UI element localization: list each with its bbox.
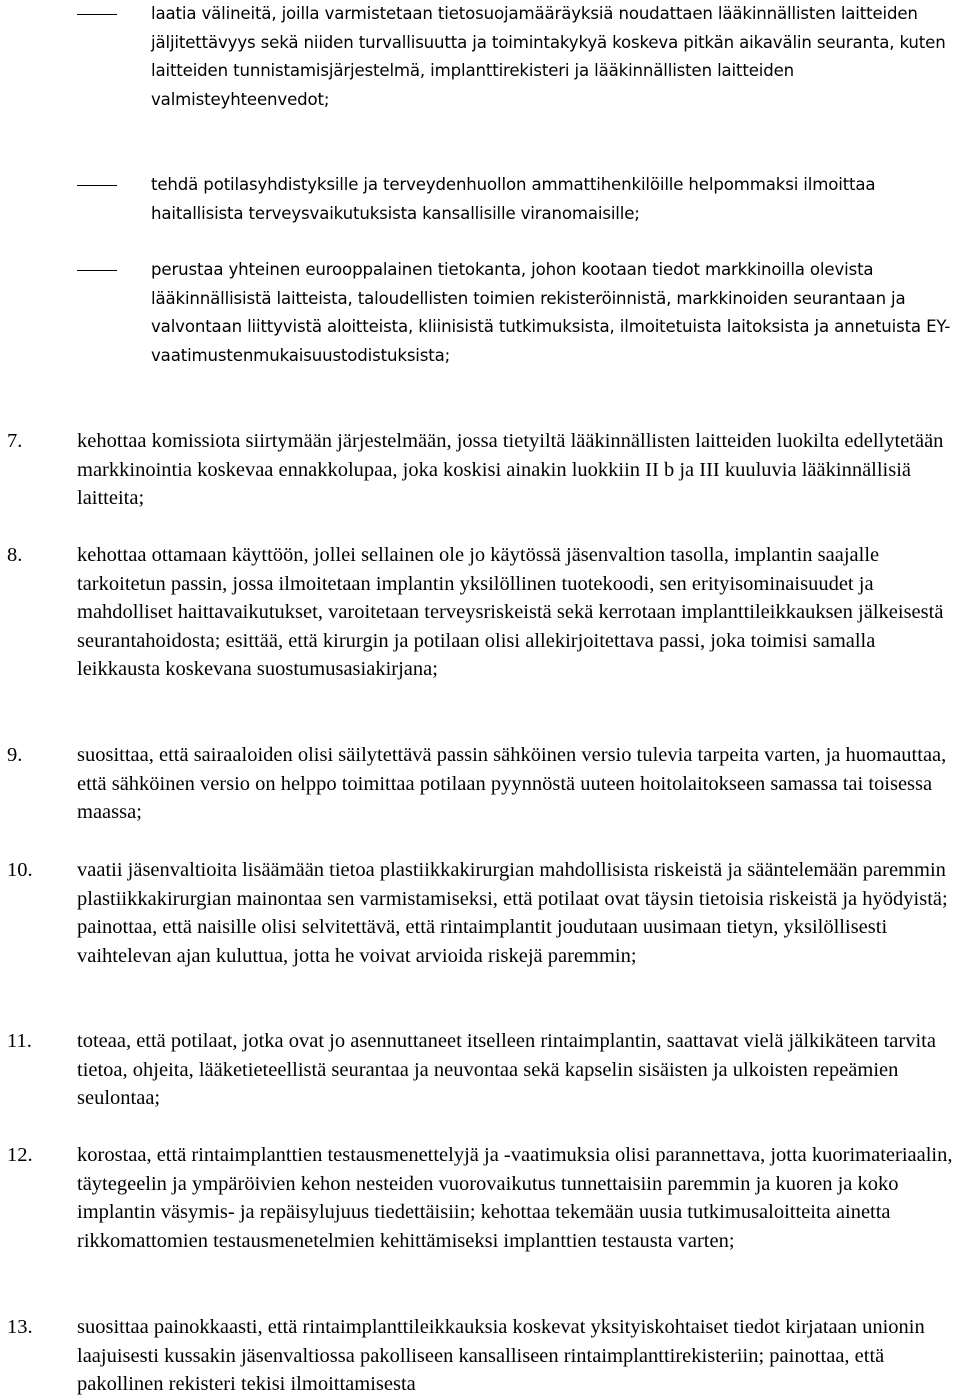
paragraph-number: 11. <box>7 1030 32 1052</box>
dash-bullet-icon <box>77 270 117 271</box>
paragraph-text: suosittaa painokkaasti, että rintaimplanttileikkauksia koskevat yksityiskohtaiset tiedot kirjataan unionin laajuisesti kussakin jäsenvaltiossa pakolliseen kansalliseen rintaimplanttirekisteriin; painottaa, että pakollinen rekisteri tekisi ilmoittamisesta <box>77 1316 925 1396</box>
paragraph-number: 13. <box>7 1316 33 1338</box>
paragraph-number: 12. <box>7 1144 33 1166</box>
paragraph-text: korostaa, että rintaimplanttien testausmenettelyjä ja -vaatimuksia olisi parannettava, jotta kuorimateriaalin, täytegeelin ja ympäröivien kehon nesteiden vuorovaikutus tunnettaisiin paremmin ja kuoren ja koko implantin väsymis- ja repäisylujuus tiedettäisiin; kehottaa tekemään uusia tutkimusaloitteita ainetta rikkomattomien testausmenetelmien kehittämiseksi implanttien testausta varten; <box>77 1144 953 1252</box>
paragraph-text: suosittaa, että sairaaloiden olisi säilytettävä passin sähköinen versio tulevia tarpeita varten, ja huomauttaa, että sähköinen versio on helppo toimittaa potilaan pyynnöstä uuteen hoitolaitokseen samassa tai toisessa maassa; <box>77 744 947 824</box>
dash-bullet-icon <box>77 185 117 186</box>
paragraph-text: kehottaa komissiota siirtymään järjestelmään, jossa tietyiltä lääkinnällisten laitteiden luokilta edellytetään markkinointia koskevaa ennakkolupaa, joka koskisi ainakin luokkiin II b ja III kuuluvia lääkinnällisiä laitteita; <box>77 430 944 510</box>
paragraph-text: kehottaa ottamaan käyttöön, jollei sellainen ole jo käytössä jäsenvaltion tasolla, implantin saajalle tarkoitetun passin, jossa ilmoitetaan implantin yksilöllinen tuotekoodi, sen erityisominaisuudet ja mahdolliset haittavaikutukset, varoitetaan terveysriskeistä sekä kerrotaan implanttileikkauksen jälkeisestä seurantahoidosta; esittää, että kirurgin ja potilaan olisi allekirjoitettava passi, joka toimisi samalla leikkausta koskevana suostumusasiakirjana; <box>77 544 944 681</box>
dash-item-text: perustaa yhteinen eurooppalainen tietokanta, johon kootaan tiedot markkinoilla olevista lääkinnällisistä laitteista, taloudellisten toimien rekisteröinnistä, markkinoiden seurantaan ja valvontaan liittyvistä aloitteista, kliinisistä tutkimuksista, ilmoitetuista laitoksista ja annetuista EY-vaatimustenmukaisuustodistuksista; <box>151 260 951 365</box>
paragraph-number: 10. <box>7 859 33 881</box>
paragraph-number: 8. <box>7 544 23 566</box>
dash-item-text: tehdä potilasyhdistyksille ja terveydenhuollon ammattihenkilöille helpommaksi ilmoittaa haitallisista terveysvaikutuksista kansallisille viranomaisille; <box>151 175 876 223</box>
dash-bullet-icon <box>77 14 117 15</box>
paragraph-number: 7. <box>7 430 23 452</box>
paragraph-number: 9. <box>7 744 23 766</box>
dash-item-text: laatia välineitä, joilla varmistetaan tietosuojamääräyksiä noudattaen lääkinnällisten laitteiden jäljitettävyys sekä niiden turvallisuutta ja toimintakykyä koskeva pitkän aikavälin seuranta, kuten laitteiden tunnistamisjärjestelmä, implanttirekisteri ja lääkinnällisten laitteiden valmisteyhteenvedot; <box>151 4 946 109</box>
paragraph-text: toteaa, että potilaat, jotka ovat jo asennuttaneet itselleen rintaimplantin, saattavat vielä jälkikäteen tarvita tietoa, ohjeita, lääketieteellistä seurantaa ja neuvontaa sekä kapselin sisäisten ja ulkoisten repeämien seulontaa; <box>77 1030 936 1110</box>
paragraph-text: vaatii jäsenvaltioita lisäämään tietoa plastiikkakirurgian mahdollisista riskeistä ja sääntelemään paremmin plastiikkakirurgian mainontaa sen varmistamiseksi, että potilaat ovat täysin tietoisia riskeistä ja hyödyistä; painottaa, että naisille olisi selvitettävä, että rintaimplantit joudutaan uusimaan tietyn, yksilöllisesti vaihtelevan ajan kuluttua, jotta he voivat arvioida riskejä paremmin; <box>77 859 948 967</box>
